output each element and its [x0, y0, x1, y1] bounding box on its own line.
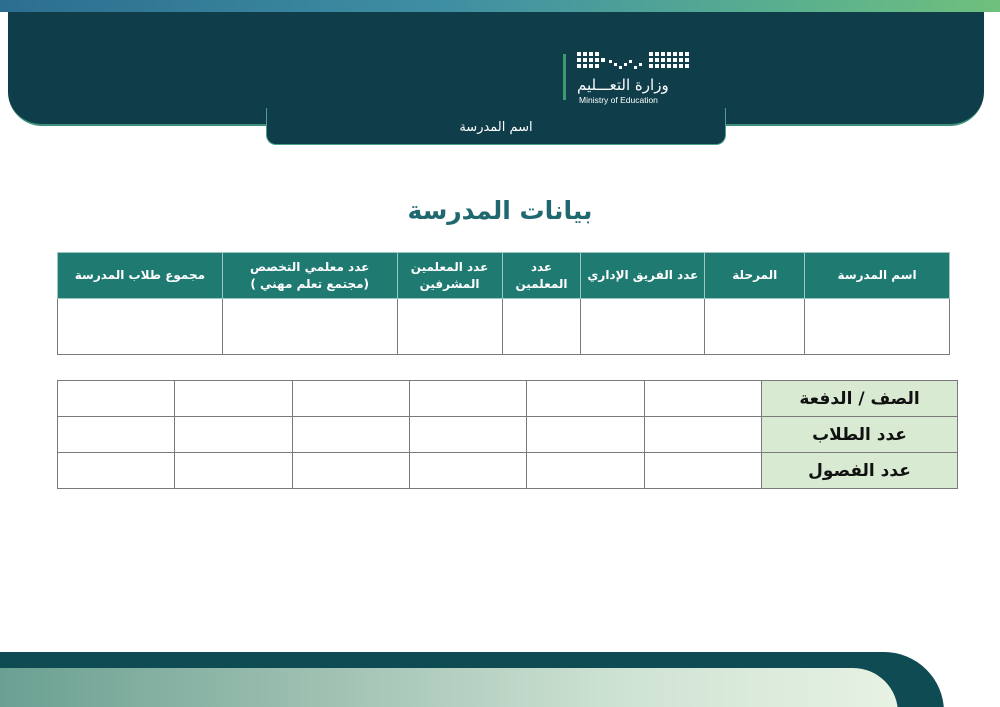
- table-row: [58, 381, 958, 417]
- table-row: [58, 299, 950, 355]
- footer-gradient: [0, 668, 898, 707]
- column-header: عدد معلمي التخصص (مجتمع تعلم مهني ): [222, 253, 397, 299]
- column-header: مجموع طلاب المدرسة: [58, 253, 223, 299]
- logo-divider: [563, 54, 566, 100]
- table-cell[interactable]: [644, 453, 761, 489]
- row-header: عدد الطلاب: [762, 417, 958, 453]
- logo-english-text: Ministry of Education: [579, 95, 658, 105]
- table-cell[interactable]: [292, 381, 409, 417]
- table-cell[interactable]: [410, 381, 527, 417]
- grade-data-table: [57, 380, 958, 489]
- table-cell[interactable]: [58, 299, 223, 355]
- table-cell[interactable]: [705, 299, 805, 355]
- column-header: عدد المعلمين المشرفين: [397, 253, 502, 299]
- table-cell[interactable]: [58, 417, 175, 453]
- table-cell[interactable]: [175, 417, 292, 453]
- logo-dots-icon: [577, 50, 697, 76]
- table-cell[interactable]: [292, 453, 409, 489]
- table-cell[interactable]: [527, 453, 644, 489]
- table-cell[interactable]: [222, 299, 397, 355]
- table-cell[interactable]: [58, 381, 175, 417]
- table-cell[interactable]: [805, 299, 950, 355]
- table-row: [58, 417, 958, 453]
- table-cell[interactable]: [175, 381, 292, 417]
- table-header-row: [58, 253, 950, 299]
- column-header: عدد المعلمين: [502, 253, 581, 299]
- table-cell[interactable]: [292, 417, 409, 453]
- table-cell[interactable]: [581, 299, 705, 355]
- school-name-tab: اسم المدرسة: [266, 108, 726, 145]
- table-cell[interactable]: [397, 299, 502, 355]
- school-data-table: [57, 252, 950, 355]
- table-cell[interactable]: [502, 299, 581, 355]
- table-row: [58, 453, 958, 489]
- ministry-logo: [563, 50, 703, 106]
- logo-arabic-text: وزارة التعـــليم: [577, 76, 669, 94]
- table-cell[interactable]: [527, 381, 644, 417]
- table-cell[interactable]: [644, 381, 761, 417]
- column-header: اسم المدرسة: [805, 253, 950, 299]
- row-header: الصف / الدفعة: [762, 381, 958, 417]
- table-cell[interactable]: [175, 453, 292, 489]
- page-title: بيانات المدرسة: [407, 196, 593, 225]
- table-cell[interactable]: [58, 453, 175, 489]
- column-header: عدد الفريق الإداري: [581, 253, 705, 299]
- table-cell[interactable]: [527, 417, 644, 453]
- table-cell[interactable]: [644, 417, 761, 453]
- column-header: المرحلة: [705, 253, 805, 299]
- row-header: عدد الفصول: [762, 453, 958, 489]
- table-cell[interactable]: [410, 417, 527, 453]
- table-cell[interactable]: [410, 453, 527, 489]
- top-gradient-strip: [0, 0, 1000, 12]
